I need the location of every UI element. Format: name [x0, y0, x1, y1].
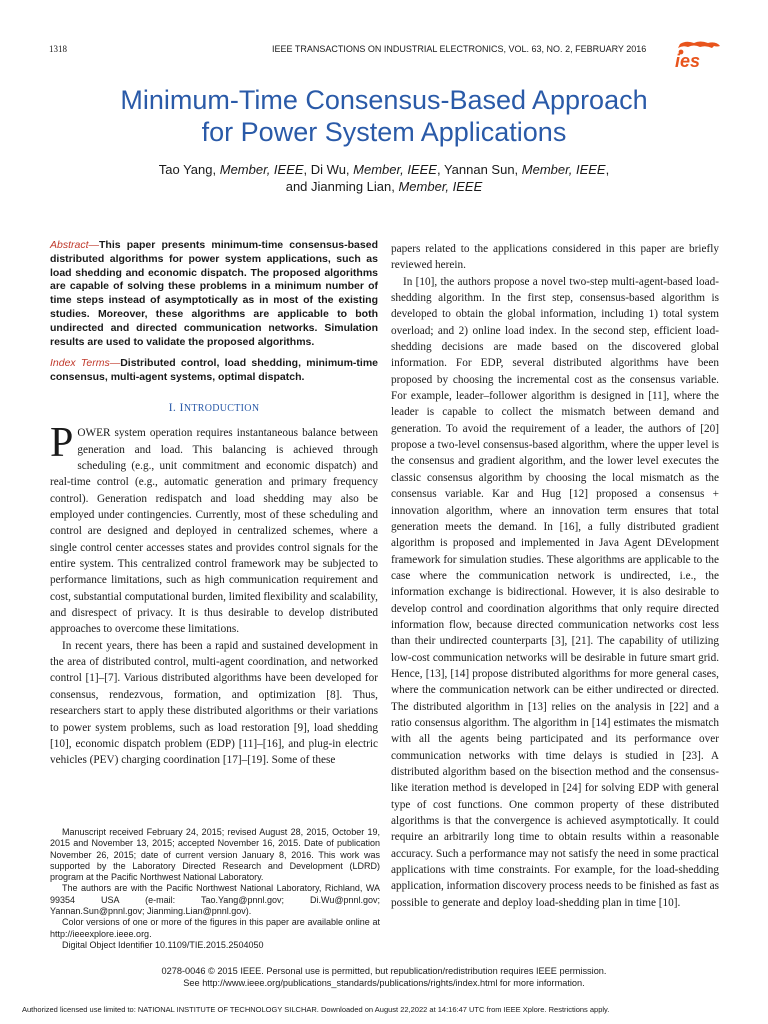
right-column — [391, 241, 719, 911]
abstract: Abstract—This paper presents minimum-time consensus-based distributed algorithms for power system applications, such as load shedding and economic dispatch. The proposed algorithms are capable of solving these problems in a minimum number of time steps instead of asymptotically as in most of the existing studies. Moreover, these algorithms are applicable to both undirected and directed communication networks. Simulation results are used to validate the proposed algorithms. — [50, 239, 378, 348]
right-paragraph-1: papers related to the applications considered in this paper are briefly reviewed herein. — [391, 243, 719, 272]
index-terms-text: Distributed control, load shedding, minimum-time consensus, multi-agent systems, optimal dispatch. — [50, 357, 379, 384]
title-line-2: for Power System Applications — [201, 117, 567, 147]
ies-society-logo — [672, 38, 722, 70]
footnote-color: Color versions of one or more of the figures in this paper are available online at http://ieeexplore.ieee.org. — [50, 917, 380, 939]
section-heading-introduction: I. INTRODUCTION — [168, 399, 260, 414]
page-number: 1318 — [49, 44, 67, 54]
footnote — [50, 827, 380, 951]
left-column — [50, 239, 378, 769]
logo-text: ies — [675, 51, 701, 70]
abstract-label: Abstract — [50, 239, 89, 251]
license-notice: Authorized licensed use limited to: NATIONAL INSTITUTE OF TECHNOLOGY SILCHAR. Downloaded on August 22,2022 at 14:16:47 UTC from IEEE Xplore. Restrictions apply. — [22, 1005, 610, 1014]
author-line-1: Tao Yang, Member, IEEE, Di Wu, Member, IEEE, Yannan Sun, Member, IEEE, — [158, 162, 610, 177]
footnote-doi: Digital Object Identifier 10.1109/TIE.2015.2504050 — [62, 939, 264, 950]
drop-cap: P — [50, 420, 74, 467]
copyright-line-1: 0278-0046 © 2015 IEEE. Personal use is permitted, but republication/redistribution requires IEEE permission. — [161, 966, 607, 976]
journal-header: IEEE TRANSACTIONS ON INDUSTRIAL ELECTRONICS, VOL. 63, NO. 2, FEBRUARY 2016 — [272, 44, 647, 54]
title-line-1: Minimum-Time Consensus-Based Approach — [120, 85, 648, 115]
footnote-manuscript: Manuscript received February 24, 2015; revised August 28, 2015, October 19, 2015 and November 13, 2015; accepted November 16, 2015. Date of publication November 26, 2015; date of current version January 8, 2016. This work was supported by the Laboratory Directed Research and Development (LDRD) program at the Pacific Northwest National Laboratory. — [50, 827, 380, 883]
index-terms: Index Terms—Distributed control, load shedding, minimum-time consensus, multi-agent systems, optimal dispatch. — [50, 357, 379, 384]
footnote-affiliation: The authors are with the Pacific Northwest National Laboratory, Richland, WA 99354 USA (e-mail: Tao.Yang@pnnl.gov; Di.Wu@pnnl.gov; Yannan.Sun@pnnl.gov; Jianming.Lian@pnnl.gov). — [50, 883, 380, 917]
intro-paragraph-2: In recent years, there has been a rapid and sustained development in the area of distributed control, multi-agent coordination, and networked control [1]–[7]. Various distributed algorithms have been developed for consensus, rendezvous, formation, and optimization [8]. Thus, researchers start to apply these distributed algorithms or their variations to power system problems, such as load restoration [9], load shedding [10], economic dispatch problem (EDP) [11]–[16], and plug-in electric vehicles (PEV) charging coordination [17]–[19]. Some of these — [50, 639, 378, 767]
copyright-notice — [0, 965, 768, 989]
abstract-text: This paper presents minimum-time consensus-based distributed algorithms for power system applications, such as load shedding and economic dispatch. The proposed algorithms are capable of solving these problems in a minimum number of time steps instead of asymptotically as in most of the existing studies. Moreover, these algorithms are applicable to both undirected and directed communication networks. Simulation results are used to validate the proposed algorithms. — [50, 239, 378, 348]
introduction-text — [50, 420, 378, 768]
index-terms-label: Index Terms — [50, 357, 110, 370]
paper-title — [0, 84, 768, 148]
author-list — [0, 161, 768, 195]
intro-paragraph-1: POWER system operation requires instantaneous balance between generation and load. This balancing is achieved through scheduling (e.g., unit commitment and economic dispatch) and real-time control (e.g., automatic generation and primary frequency control). Generation redispatch and load shedding may also be employed under contingencies. Currently, most of these scheduling and control are designed and deployed in centralized schemes, where a single control center accesses states and provides control signals for the entire system. This centralized control framework may be subjected to performance limitations, such as high communication requirement and cost, substantial computational burden, limited flexibility and scalability, and disrespect of privacy. It is thus desirable to develop distributed approaches to overcome these limitations. — [50, 420, 378, 636]
right-paragraph-2: In [10], the authors propose a novel two-step multi-agent-based load-shedding algorithm. In the first step, consensus-based algorithm is developed to obtain the global information, including 1) total system overload; and 2) online load index. In the second step, efficient load-shedding decisions are made based on the discovered global information. For EDP, several distributed algorithms have been proposed by choosing the incremental cost as the consensus variable. For example, leader–follower algorithm is designed in [11], where the leader is capable to collect the mismatch between demand and generation. To avoid the requirement of a leader, the authors of [20] propose a two-level consensus-based algorithm, where the upper level is the consensus and gradient algorithm, and the lower level executes the classic consensus algorithm by choosing the local mismatch as the consensus variable. Kar and Hug [12] proposed a consensus + innovation algorithm, where an innovation term ensures that total generation meets the demand. In [16], a fully distributed gradient algorithm is proposed and implemented in Java Agent DEvelopment framework for simulation studies. These algorithms are applicable to the case where the communication network is undirected, i.e., the information exchange is bidirectional. However, it is also desirable to develop control and coordination algorithms that only require directed information flow, because directed communication networks cost less than their undirected counterparts [3], [21]. The capability of utilizing low-cost communication networks will be desirable in future smart grid. Hence, [13], [14] propose distributed algorithms for more general cases, where the communication network can be either undirected or directed. The distributed algorithm in [13] relies on the analysis in [22] and a ratio consensus algorithm. The algorithm in [14] estimates the mismatch with all the agents being participated and its performance over communication networks with time delays is studied in [23]. A distributed algorithm based on the bisection method and the consensus-like iteration method is developed in [24] for solving EDP with general type of cost functions. One common property of these distributed algorithms is that the convergence is achieved asymptotically. It could require an arbitrarily long time to obtain results within a reasonable accuracy. Such a performance may not satisfy the need in some practical applications with time constraints. For example, for the load-shedding application, information discovery process needs to be finished as fast as possible to generate and deploy load-shedding plan in time [10]. — [391, 275, 719, 909]
author-line-2: and Jianming Lian, Member, IEEE — [285, 179, 483, 194]
copyright-line-2: See http://www.ieee.org/publications_standards/publications/rights/index.html for more information. — [183, 978, 585, 988]
